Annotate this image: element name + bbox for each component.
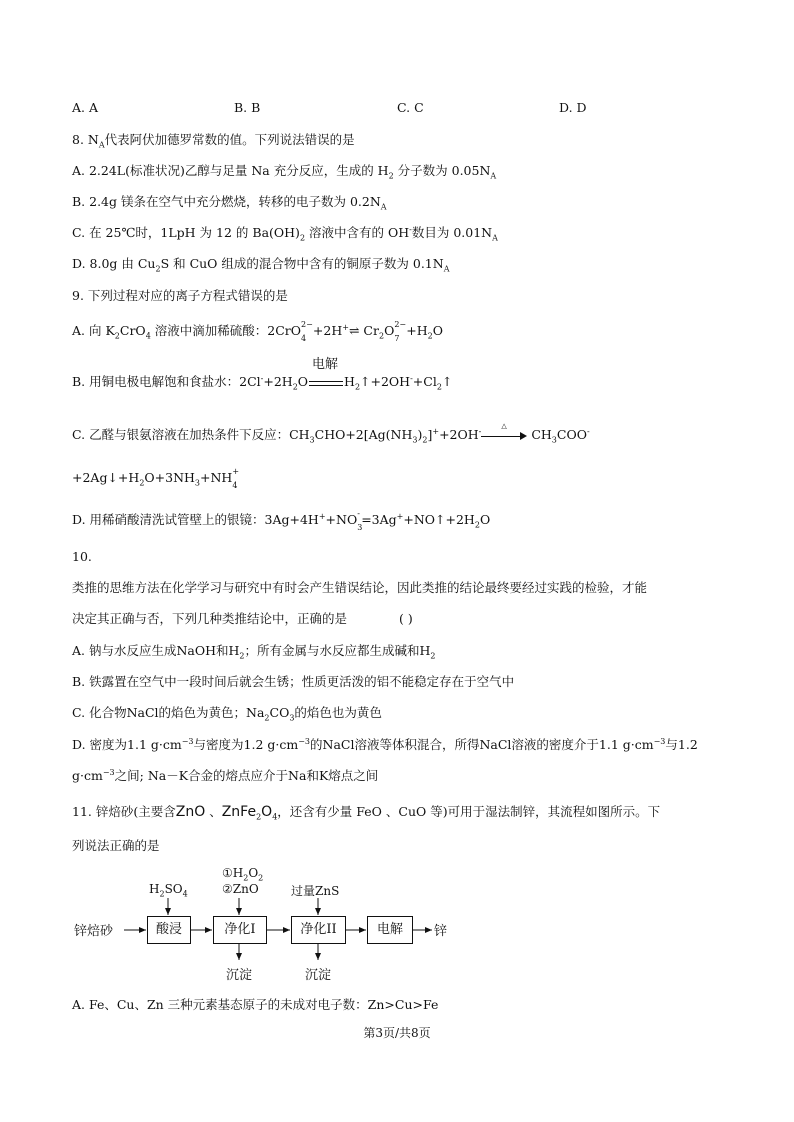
q7-option-b: B. B bbox=[234, 100, 261, 115]
q10-number: 10. bbox=[72, 549, 92, 564]
q10-option-b: B. 铁露置在空气中一段时间后就会生锈；性质更活泼的铝不能稳定存在于空气中 bbox=[72, 674, 515, 689]
q9-option-c-line2: $+2Ag↓+H_2O+3NH_3+NH$ + 4 bbox=[72, 467, 240, 490]
q9-option-c-line1: C. 乙醛与银氨溶液在加热条件下反应：$CH_3CHO+2[Ag(NH_3)_2]^++2OH^-$ △ $CH_3COO^-$ bbox=[72, 426, 590, 445]
flow-box-purify-2: 净化II bbox=[291, 916, 346, 944]
flow-box-acid-leach: 酸浸 bbox=[147, 916, 191, 944]
q11-stem-line1: 11. 锌焙砂(主要含ZnO 、$ZnFe_2O_4$，还含有少量 FeO 、CuO 等)可用于湿法制锌，其流程如图所示。下 bbox=[72, 804, 661, 822]
q9-stem: 9. 下列过程对应的离子方程式错误的是 bbox=[72, 288, 288, 303]
heat-label: △ bbox=[501, 421, 507, 430]
q11-option-a: A. Fe、Cu、Zn 三种元素基态原子的未成对电子数：Zn>Cu>Fe bbox=[72, 997, 439, 1012]
q8-stem: 8. $N_A$代表阿伏加德罗常数的值。下列说法错误的是 bbox=[72, 132, 355, 150]
q10-option-c: C. 化合物NaCl的焰色为黄色；$Na_2CO_3$的焰色也为黄色 bbox=[72, 705, 382, 723]
q8-option-d: D. 8.0g 由 $Cu_2S$ 和 CuO 组成的混合物中含有的铜原子数为 $0.1N_A$ bbox=[72, 256, 450, 274]
q8-option-c: C. 在 25℃时，1LpH 为 12 的 $Ba(OH)_2$ 溶液中含有的 OH-数目为 $0.01N_A$ bbox=[72, 224, 498, 243]
q7-option-a: A. A bbox=[72, 100, 99, 115]
q10-stem-line2: 决定其正确与否，下列几种类推结论中，正确的是 ( ) bbox=[72, 611, 413, 626]
answer-paren: ( ) bbox=[399, 611, 413, 626]
q10-option-a: A. 钠与水反应生成NaOH和$H_2$；所有金属与水反应都生成碱和$H_2$ bbox=[72, 643, 436, 661]
q8-option-a: A. 2.24L(标准状况)乙醇与足量 Na 充分反应，生成的 $H_2$ 分子数为 $0.05N_A$ bbox=[72, 163, 497, 181]
flow-box-purify-1: 净化I bbox=[213, 916, 267, 944]
q10-stem-line1: 类推的思维方法在化学学习与研究中有时会产生错误结论，因此类推的结论最终要经过实践的检验，才能 bbox=[72, 580, 648, 595]
reagent-h2so4: $H_2SO_4$ bbox=[149, 882, 188, 899]
flow-end-label: 锌 bbox=[434, 924, 448, 939]
q10-option-d-line1: D. 密度为1.1 $g\cdot cm^{-3}$与密度为1.2 $g\cdot cm^{-3}$的NaCl溶液等体积混合，所得NaCl溶液的密度介于1.1 $g\cdot cm^{-3}$与1.2 bbox=[72, 736, 698, 752]
flow-start-label: 锌焙砂 bbox=[74, 924, 114, 939]
q8-option-b: B. 2.4g 镁条在空气中充分燃烧，转移的电子数为 $0.2N_A$ bbox=[72, 194, 387, 212]
q9-option-d: D. 用稀硝酸清洗试管壁上的银镜：3Ag+4H++NO - 3 $=3Ag^++NO↑+2H_2O$ bbox=[72, 509, 491, 532]
reagent-h2o2: $①H_2O_2$ bbox=[222, 866, 264, 883]
q10-option-d-line2: $g\cdot cm^{-3}$之间; Na－K合金的熔点应介于Na和K熔点之间 bbox=[72, 767, 379, 783]
page-footer: 第3页/共8页 bbox=[363, 1026, 431, 1040]
precipitate-2-label: 沉淀 bbox=[305, 968, 332, 983]
q11-stem-line2: 列说法正确的是 bbox=[72, 838, 160, 853]
q9-option-b: B. 用铜电极电解饱和食盐水：$2Cl^-+2H_2O$ 电解 $H_2↑+2OH^-+Cl_2↑$ bbox=[72, 356, 453, 392]
reagent-zno: ②ZnO bbox=[222, 882, 259, 896]
precipitate-1-label: 沉淀 bbox=[226, 968, 253, 983]
q9-option-a: A. 向 $K_2CrO_4$ 溶液中滴加稀硫酸：2CrO 2− 4 +2H+⇌ $Cr_2O$ 2− 7 $+H_2O$ bbox=[72, 320, 443, 343]
equilibrium-icon: ⇌ bbox=[348, 323, 360, 338]
flow-box-electrolysis: 电解 bbox=[367, 916, 413, 944]
reagent-zns: 过量ZnS bbox=[291, 884, 340, 898]
q7-option-d: D. D bbox=[559, 100, 587, 115]
electrolysis-label: 电解 bbox=[312, 356, 339, 372]
q7-option-c: C. C bbox=[397, 100, 424, 115]
